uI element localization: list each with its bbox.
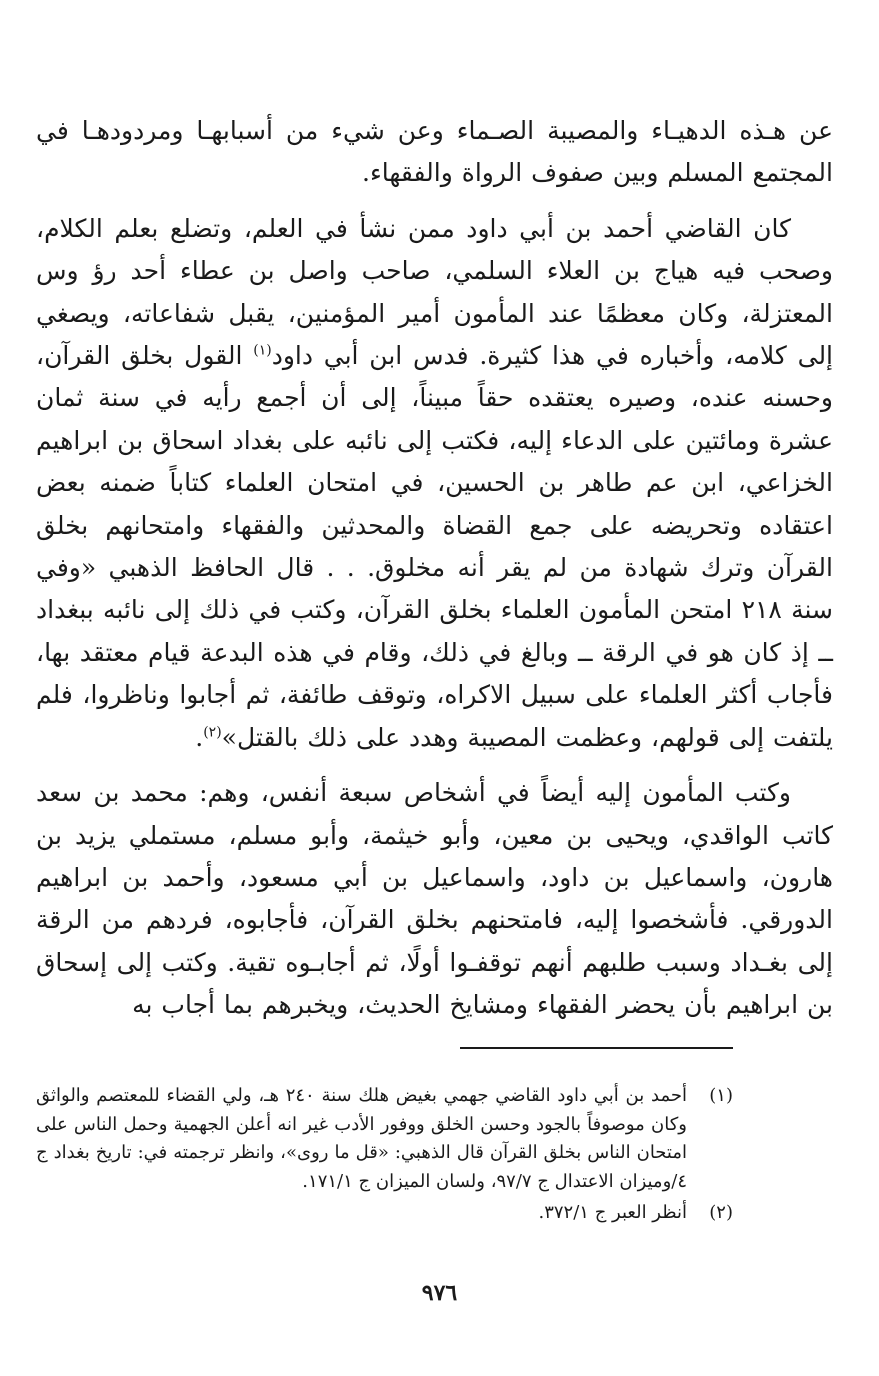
footnote-1-mark: (١) bbox=[709, 1085, 733, 1106]
footnote-1 bbox=[36, 1082, 733, 1196]
footnote-ref-2: (٢) bbox=[203, 724, 222, 741]
paragraph-2 bbox=[36, 208, 833, 759]
paragraph-2-text-a: كان القاضي أحمد بن أبي داود ممن نشأ في العلم، وتضلع بعلم الكلام، وصحب فيه هياج بن العلاء السلمي، صاحب واصل بن عطاء أحد رؤ وس المعتزلة، وكان معظمًا عند المأمون أمير المؤمنين، يقبل شفاعاته، ويصغي إلى كلامه، وأخباره في هذا كثيرة. فدس ابن أبي داود bbox=[36, 213, 834, 371]
paragraph-1: عن هـذه الدهيـاء والمصيبة الصـماء وعن شيء من أسبابهـا ومردودهـا في المجتمع المسلم وبين صفوف الرواة والفقهاء. bbox=[36, 116, 834, 188]
paragraph-2-text-b: القول بخلق القرآن، وحسنه عنده، وصيره يعتقده حقاً مبيناً، إلى أن أجمع رأيه في سنة ثمان عشرة ومائتين على الدعاء إليه، فكتب إلى نائبه على بغداد اسحاق بن ابراهيم الخزاعي، ابن عم طاهر بن الحسين، في امتحان العلماء كتاباً ضمنه بعض اعتقاده وتحريضه على جمع القضاة والمحدثين والفقهاء وامتحانهم بخلق القرآن وترك شهادة من لم يقر أنه مخلوق. . . قال الحافظ الذهبي «وفي سنة ٢١٨ امتحن المأمون العلماء بخلق القرآن، وكتب في ذلك إلى نائبه ببغداد ــ إذ كان هو في الرقة ــ وبالغ في ذلك، وقام في هذه البدعة قيام معتقد بها، فأجاب أكثر العلماء على سبيل الاكراه، وتوقف طائفة، ثم أجابوا وناظروا، فلم يلتفت إلى قولهم، وعظمت المصيبة وهدد على ذلك بالقتل» bbox=[36, 341, 834, 752]
main-text bbox=[36, 110, 833, 1027]
footnote-1-text: أحمد بن أبي داود القاضي جهمي بغيض هلك سنة ٢٤٠ هـ، ولي القضاء للمعتصم والواثق وكان موصوفاً بالجود وحسن الخلق ووفور الأدب غير انه أعلن الجهمية وحمل الناس على امتحان الناس بخلق القرآن قال الذهبي: «قل ما روى»، وانظر ترجمته في: تاريخ بغداد ج ٤/وميزان الاعتدال ج ٩٧/٧، ولسان الميزان ج ١٧١/١. bbox=[36, 1085, 687, 1192]
paragraph-2-text-c: . bbox=[195, 722, 204, 752]
footnote-2 bbox=[36, 1199, 733, 1228]
footnotes bbox=[36, 1082, 733, 1228]
paragraph-3: وكتب المأمون إليه أيضاً في أشخاص سبعة أنفس، وهم: محمد بن سعد كاتب الواقدي، ويحيى بن معين، وأبو خيثمة، وأبو مسلم، مستملي يزيد بن هارون، واسماعيل بن داود، واسماعيل بن أبي مسعود، وأحمد بن ابراهيم الدورقي. فأشخصوا إليه، فامتحنهم بخلق القرآن، فأجابوه، فردهم من الرقة إلى بغـداد وسبب طلبهم أنهم توقفـوا أولًا، ثم أجابـوه تقية. وكتب إلى إسحاق بن ابراهيم بأن يحضر الفقهاء ومشايخ الحديث، ويخبرهم بما أجاب به bbox=[36, 778, 833, 1020]
footnote-2-mark: (٢) bbox=[709, 1202, 733, 1223]
footnote-separator bbox=[460, 1047, 733, 1049]
page-number: ٩٧٦ bbox=[421, 1280, 458, 1306]
footnote-2-text: أنظر العبر ج ٣٧٢/١. bbox=[538, 1202, 687, 1223]
footnote-ref-1: (١) bbox=[253, 342, 272, 359]
